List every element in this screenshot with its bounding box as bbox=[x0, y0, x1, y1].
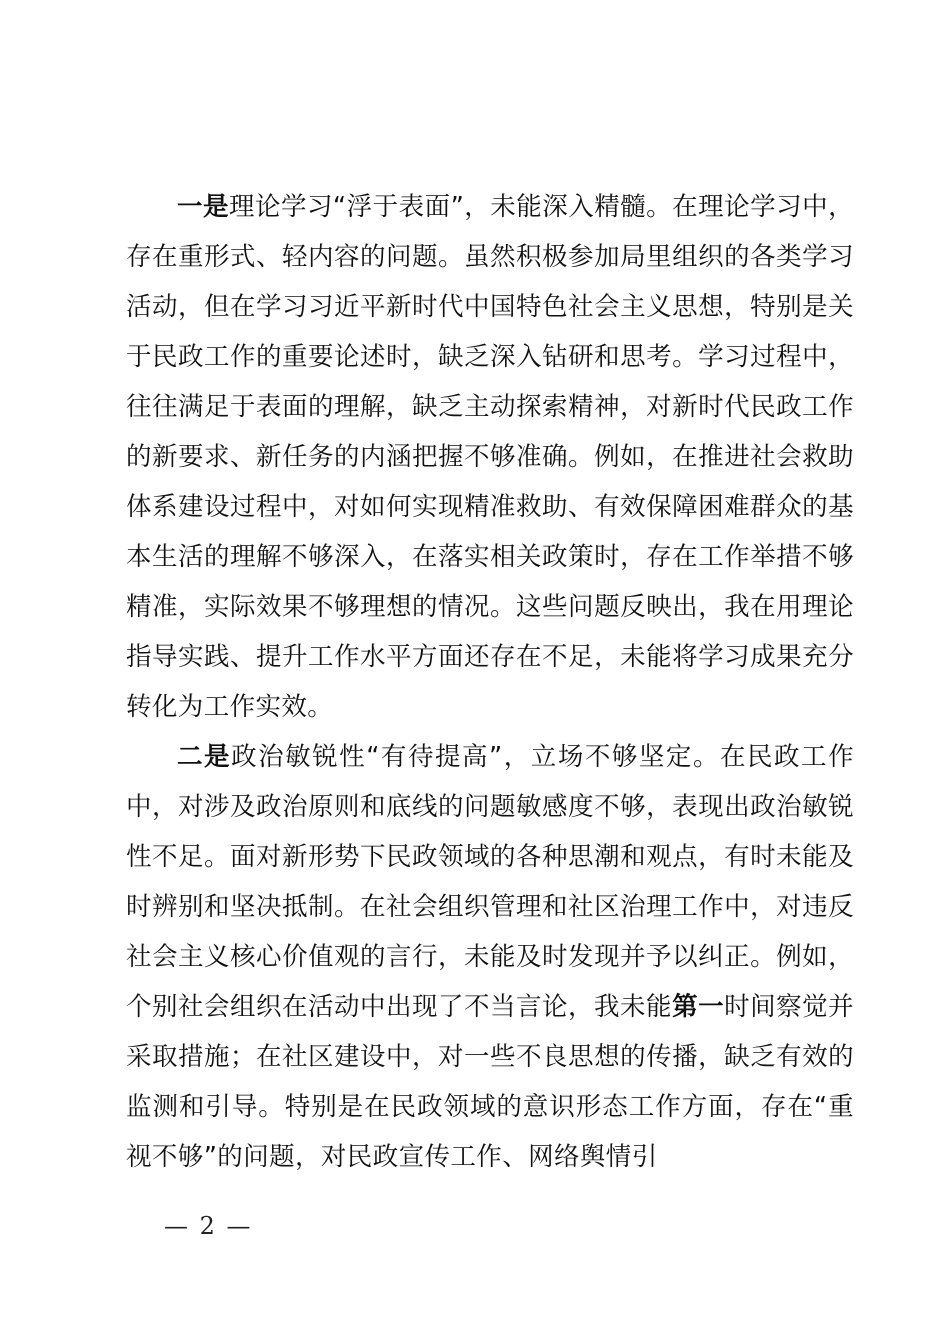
page-number: — 2 — bbox=[164, 1212, 253, 1240]
paragraph-2-text-before: 政治敏锐性“有待提高”，立场不够坚定。在民政工作中，对涉及政治原则和底线的问题敏感度不够，表现出政治敏锐性不足。面对新形势下民政领域的各种思潮和观点，有时未能及时辨别和坚决抵制。在社会组织管理和社区治理工作中，对违反社会主义核心价值观的言行，未能及时发现并予以纠正。例如，个别社会组织在活动中出现了不当言论，我未能 bbox=[126, 742, 854, 1022]
paragraph-1-lead: 一是 bbox=[177, 192, 229, 222]
paragraph-1-text: 理论学习“浮于表面”，未能深入精髓。在理论学习中，存在重形式、轻内容的问题。虽然积极参加局里组织的各类学习活动，但在学习习近平新时代中国特色社会主义思想，特别是关于民政工作的重要论述时，缺乏深入钻研和思考。学习过程中，往往满足于表面的理解，缺乏主动探索精神，对新时代民政工作的新要求、新任务的内涵把握不够准确。例如，在推进社会救助体系建设过程中，对如何实现精准救助、有效保障困难群众的基本生活的理解不够深入，在落实相关政策时，存在工作举措不够精准，实际效果不够理想的情况。这些问题反映出，我在用理论指导实践、提升工作水平方面还存在不足，未能将学习成果充分转化为工作实效。 bbox=[126, 192, 854, 722]
document-body bbox=[126, 182, 854, 1182]
paragraph-2 bbox=[126, 732, 854, 1182]
paragraph-2-emphasis: 第一 bbox=[672, 992, 725, 1022]
paragraph-1 bbox=[126, 182, 854, 732]
paragraph-2-text-after: 时间察觉并采取措施；在社区建设中，对一些不良思想的传播，缺乏有效的监测和引导。特别是在民政领域的意识形态工作方面，存在“重视不够”的问题，对民政宣传工作、网络舆情引 bbox=[126, 992, 854, 1172]
paragraph-2-lead: 二是 bbox=[177, 742, 232, 772]
